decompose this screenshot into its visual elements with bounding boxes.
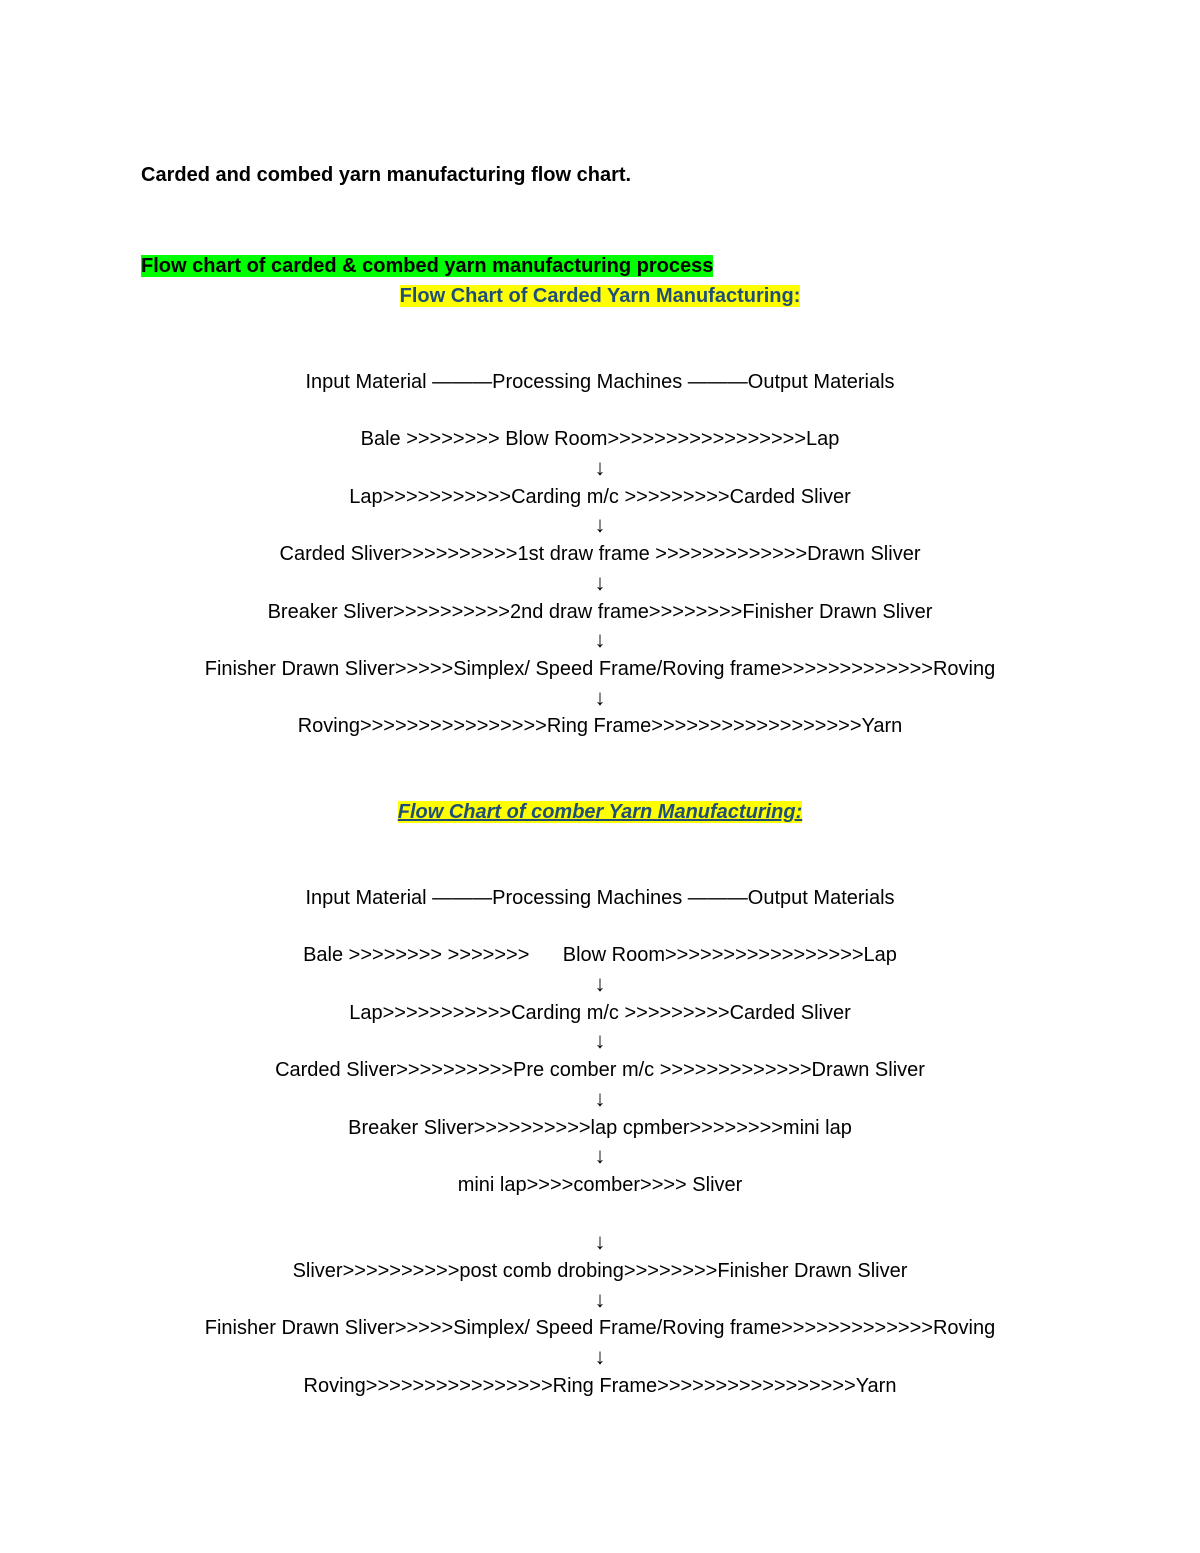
combed-flow-chart bbox=[0, 884, 1200, 1400]
carded-flow-heading bbox=[0, 282, 1200, 310]
carded-step-roving: Roving>>>>>>>>>>>>>>>>Ring Frame>>>>>>>>>>>>>>>>>>Yarn bbox=[297, 715, 903, 738]
combed-step-sliver: Sliver>>>>>>>>>>post comb drobing>>>>>>>>Finisher Drawn Sliver bbox=[292, 1259, 908, 1282]
carded-step-breaker-sliver: Breaker Sliver>>>>>>>>>>2nd draw frame>>>>>>>>Finisher Drawn Sliver bbox=[267, 600, 933, 623]
spacer bbox=[0, 1200, 1200, 1229]
combed-header-row: Input Material ———Processing Machines ———Output Materials bbox=[305, 887, 895, 909]
combed-step-roving: Roving>>>>>>>>>>>>>>>>Ring Frame>>>>>>>>>>>>>>>>>Yarn bbox=[303, 1374, 897, 1397]
down-arrow-icon: ↓ bbox=[594, 1229, 606, 1255]
combed-step-finisher-drawn-sliver: Finisher Drawn Sliver>>>>>Simplex/ Speed Frame/Roving frame>>>>>>>>>>>>>Roving bbox=[204, 1317, 996, 1340]
down-arrow-icon: ↓ bbox=[594, 627, 606, 653]
spacer bbox=[0, 397, 1200, 426]
down-arrow-icon: ↓ bbox=[594, 512, 606, 538]
carded-step-finisher-drawn-sliver: Finisher Drawn Sliver>>>>>Simplex/ Speed Frame/Roving frame>>>>>>>>>>>>>Roving bbox=[204, 657, 996, 680]
carded-step-bale: Bale >>>>>>>> Blow Room>>>>>>>>>>>>>>>>>Lap bbox=[360, 428, 840, 451]
carded-flow-heading-text: Flow Chart of Carded Yarn Manufacturing: bbox=[399, 285, 801, 307]
combed-step-mini-lap: mini lap>>>>comber>>>> Sliver bbox=[457, 1173, 743, 1196]
combed-step-breaker-sliver: Breaker Sliver>>>>>>>>>>lap cpmber>>>>>>>>mini lap bbox=[348, 1116, 852, 1139]
down-arrow-icon: ↓ bbox=[594, 1143, 606, 1169]
down-arrow-icon: ↓ bbox=[594, 569, 606, 595]
down-arrow-icon: ↓ bbox=[594, 455, 606, 481]
main-section-heading-text: Flow chart of carded & combed yarn manufacturing process bbox=[141, 255, 714, 277]
down-arrow-icon: ↓ bbox=[594, 1028, 606, 1054]
combed-step-carded-sliver: Carded Sliver>>>>>>>>>>Pre comber m/c >>>>>>>>>>>>>Drawn Sliver bbox=[275, 1059, 925, 1082]
down-arrow-icon: ↓ bbox=[594, 684, 606, 710]
combed-step-lap: Lap>>>>>>>>>>>Carding m/c >>>>>>>>>Carded Sliver bbox=[349, 1001, 851, 1024]
document-title: Carded and combed yarn manufacturing flow chart. bbox=[141, 164, 632, 186]
combed-flow-heading bbox=[0, 798, 1200, 826]
combed-flow-heading-text: Flow Chart of comber Yarn Manufacturing: bbox=[397, 801, 803, 823]
down-arrow-icon: ↓ bbox=[594, 1344, 606, 1369]
down-arrow-icon: ↓ bbox=[594, 1286, 606, 1312]
down-arrow-icon: ↓ bbox=[594, 971, 606, 997]
down-arrow-icon: ↓ bbox=[594, 1085, 606, 1111]
combed-step-bale: Bale >>>>>>>> >>>>>>> Blow Room>>>>>>>>>>>>>>>>>Lap bbox=[303, 944, 897, 967]
carded-step-lap: Lap>>>>>>>>>>>Carding m/c >>>>>>>>>Carded Sliver bbox=[349, 485, 851, 508]
carded-header-row: Input Material ———Processing Machines ———Output Materials bbox=[305, 371, 895, 393]
main-section-heading bbox=[141, 252, 713, 280]
spacer bbox=[0, 913, 1200, 942]
carded-step-carded-sliver: Carded Sliver>>>>>>>>>>1st draw frame >>>>>>>>>>>>>Drawn Sliver bbox=[279, 543, 921, 566]
carded-flow-chart bbox=[0, 368, 1200, 741]
